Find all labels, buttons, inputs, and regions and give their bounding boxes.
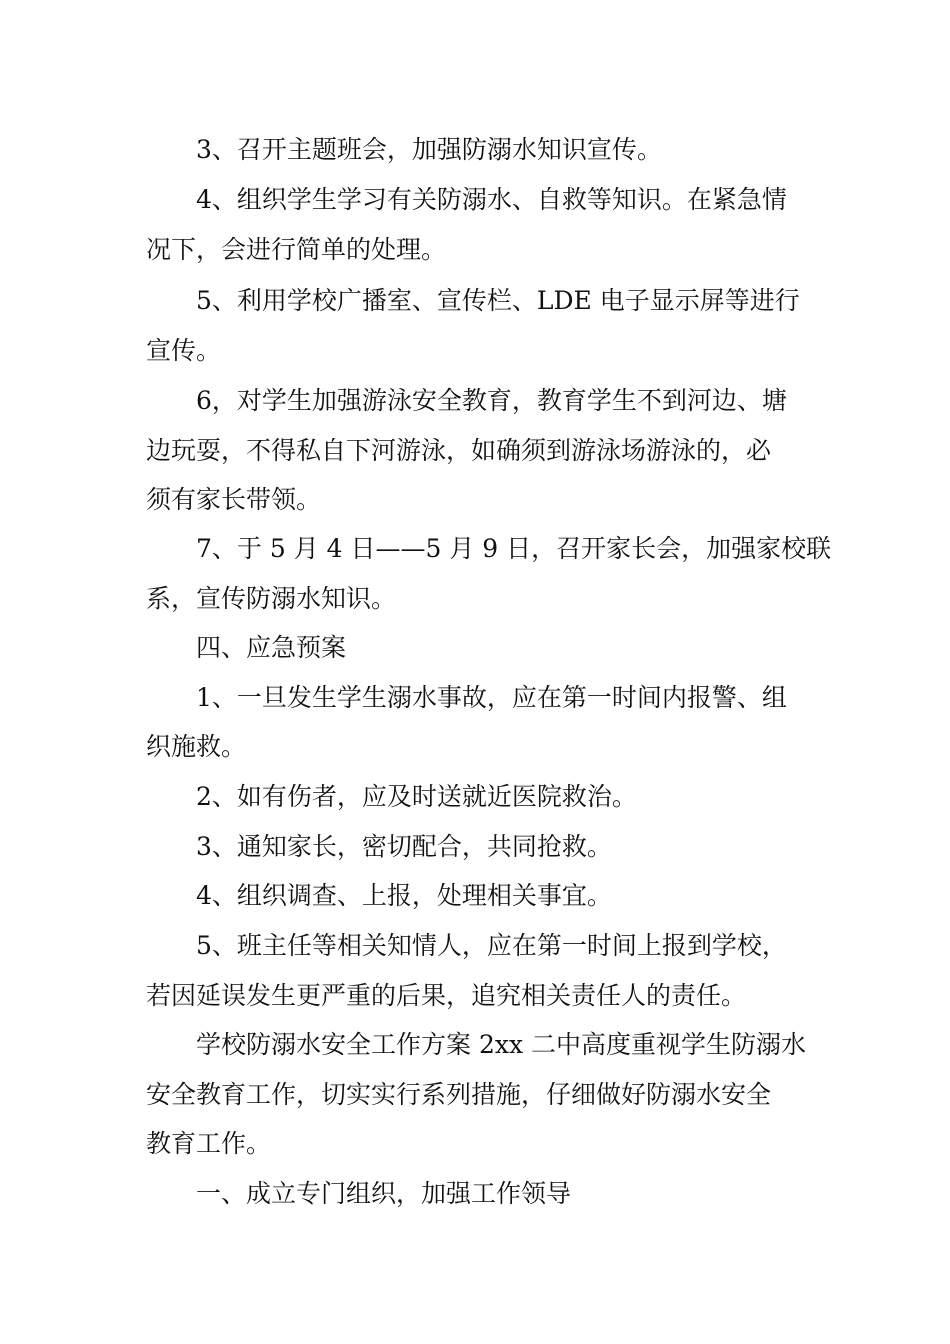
paragraph-line: 安全教育工作，切实实行系列措施，仔细做好防溺水安全 (146, 1080, 772, 1109)
paragraph-line: 1、一旦发生学生溺水事故，应在第一时间内报警、组 (196, 683, 787, 712)
section-heading: 四、应急预案 (196, 633, 347, 662)
paragraph-line: 织施救。 (146, 732, 247, 761)
paragraph-line: 4、组织调查、上报，处理相关事宜。 (196, 881, 612, 910)
paragraph-line: 宣传。 (146, 336, 222, 365)
paragraph-line: 系，宣传防溺水知识。 (146, 584, 397, 613)
paragraph-line: 须有家长带领。 (146, 485, 322, 514)
paragraph-line: 7、于 5 月 4 日——5 月 9 日，召开家长会，加强家校联 (196, 534, 832, 563)
paragraph-line: 边玩耍，不得私自下河游泳，如确须到游泳场游泳的，必 (146, 436, 772, 465)
paragraph-line: 学校防溺水安全工作方案 2xx 二中高度重视学生防溺水 (196, 1030, 806, 1059)
paragraph-line: 5、利用学校广播室、宣传栏、LDE 电子显示屏等进行 (196, 286, 800, 315)
section-heading: 一、成立专门组织，加强工作领导 (196, 1179, 572, 1208)
paragraph-line: 4、组织学生学习有关防溺水、自救等知识。在紧急情 (196, 185, 787, 214)
paragraph-line: 况下，会进行简单的处理。 (146, 235, 447, 264)
paragraph-line: 3、通知家长，密切配合，共同抢救。 (196, 832, 612, 861)
paragraph-line: 3、召开主题班会，加强防溺水知识宣传。 (196, 135, 662, 164)
paragraph-line: 6，对学生加强游泳安全教育，教育学生不到河边、塘 (196, 386, 787, 415)
paragraph-line: 2、如有伤者，应及时送就近医院救治。 (196, 782, 637, 811)
paragraph-line: 教育工作。 (146, 1129, 272, 1158)
paragraph-line: 若因延误发生更严重的后果，追究相关责任人的责任。 (146, 981, 747, 1010)
paragraph-line: 5、班主任等相关知情人，应在第一时间上报到学校， (196, 931, 787, 960)
